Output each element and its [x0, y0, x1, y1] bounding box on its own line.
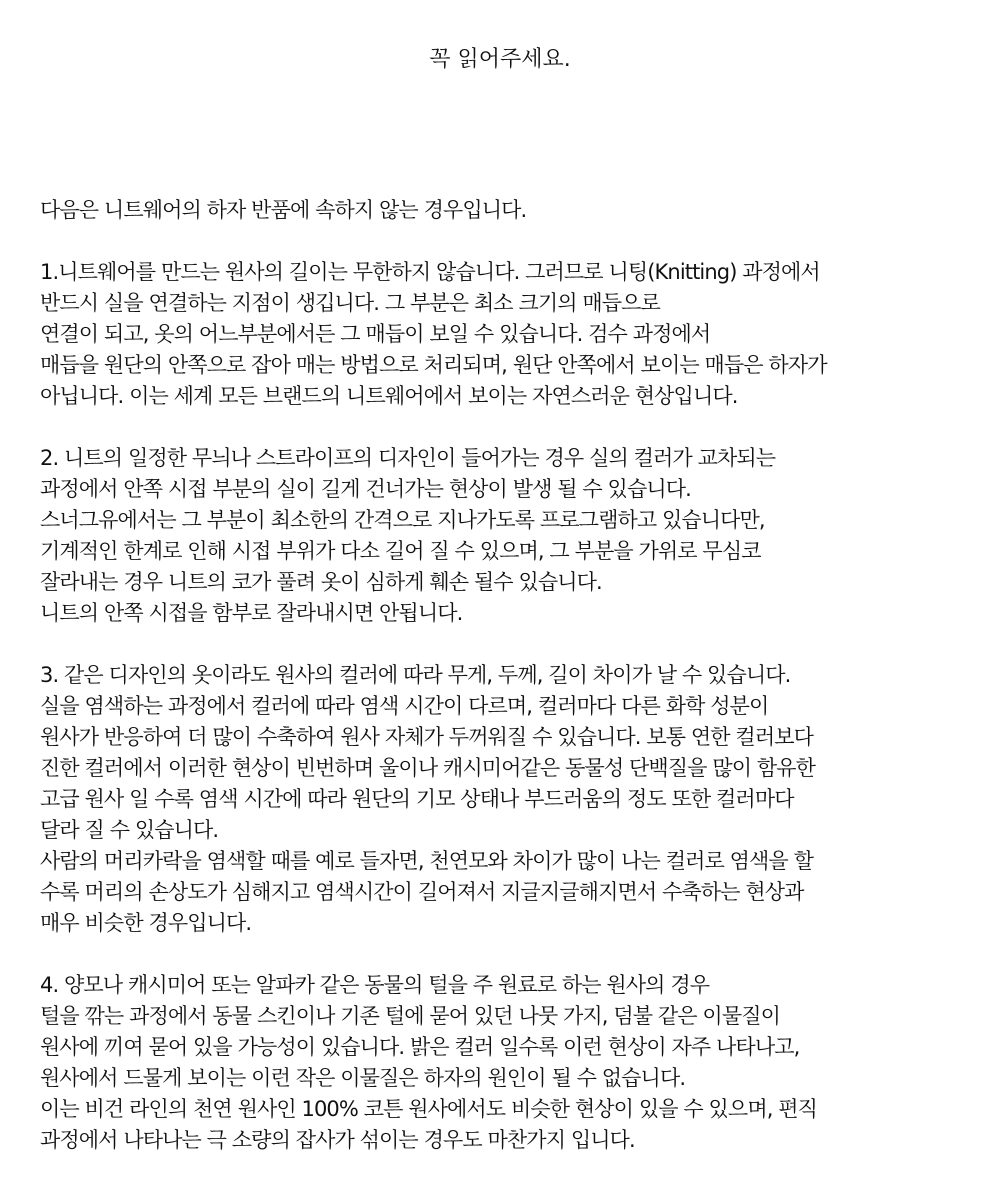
notice-section-2 [40, 443, 980, 629]
notice-body [40, 195, 980, 1156]
notice-section-4 [40, 970, 980, 1156]
paragraph-spacer [40, 226, 980, 257]
notice-line: 4. 양모나 캐시미어 또는 알파카 같은 동물의 털을 주 원료로 하는 원사의 경우 [40, 973, 710, 997]
notice-line: 연결이 되고, 옷의 어느부분에서든 그 매듭이 보일 수 있습니다. 검수 과정에서 [40, 322, 711, 346]
notice-line: 스너그유에서는 그 부분이 최소한의 간격으로 지나가도록 프로그램하고 있습니다만, [40, 508, 765, 532]
notice-line: 원사에서 드물게 보이는 이런 작은 이물질은 하자의 원인이 될 수 없습니다. [40, 1066, 686, 1090]
paragraph-spacer [40, 629, 980, 660]
notice-line: 잘라내는 경우 니트의 코가 풀려 옷이 심하게 훼손 될수 있습니다. [40, 570, 602, 594]
notice-line: 실을 염색하는 과정에서 컬러에 따라 염색 시간이 다르며, 컬러마다 다른 화학 성분이 [40, 694, 769, 718]
notice-line: 털을 깎는 과정에서 동물 스킨이나 기존 털에 묻어 있던 나뭇 가지, 덤불 같은 이물질이 [40, 1004, 780, 1028]
notice-line: 반드시 실을 연결하는 지점이 생깁니다. 그 부분은 최소 크기의 매듭으로 [40, 291, 660, 315]
notice-line: 매우 비슷한 경우입니다. [40, 911, 252, 935]
intro-text: 다음은 니트웨어의 하자 반품에 속하지 않는 경우입니다. [40, 198, 527, 222]
notice-line: 매듭을 원단의 안쪽으로 잡아 매는 방법으로 처리되며, 원단 안쪽에서 보이는 매듭은 하자가 [40, 353, 827, 377]
notice-line: 사람의 머리카락을 염색할 때를 예로 들자면, 천연모와 차이가 많이 나는 컬러로 염색을 할 [40, 849, 813, 873]
notice-line: 원사에 끼여 묻어 있을 가능성이 있습니다. 밝은 컬러 일수록 이런 현상이 자주 나타나고, [40, 1035, 800, 1059]
page-title: 꼭 읽어주세요. [429, 47, 571, 72]
notice-line: 니트의 안쪽 시접을 함부로 잘라내시면 안됩니다. [40, 601, 463, 625]
paragraph-spacer [40, 939, 980, 970]
notice-section-3 [40, 660, 980, 939]
notice-line: 고급 원사 일 수록 염색 시간에 따라 원단의 기모 상태나 부드러움의 정도 또한 컬러마다 [40, 787, 794, 811]
notice-line: 진한 컬러에서 이러한 현상이 빈번하며 울이나 캐시미어같은 동물성 단백질을 많이 함유한 [40, 756, 816, 780]
notice-line: 원사가 반응하여 더 많이 수축하여 원사 자체가 두꺼워질 수 있습니다. 보통 연한 컬러보다 [40, 725, 813, 749]
notice-line: 과정에서 나타나는 극 소량의 잡사가 섞이는 경우도 마찬가지 입니다. [40, 1128, 635, 1152]
notice-section-1 [40, 257, 980, 412]
notice-line: 이는 비건 라인의 천연 원사인 100% 코튼 원사에서도 비슷한 현상이 있을 수 있으며, 편직 [40, 1097, 818, 1121]
notice-line: 1.니트웨어를 만드는 원사의 길이는 무한하지 않습니다. 그러므로 니팅(Knitting) 과정에서 [40, 260, 820, 284]
notice-line: 3. 같은 디자인의 옷이라도 원사의 컬러에 따라 무게, 두께, 길이 차이가 날 수 있습니다. [40, 663, 791, 687]
notice-line: 기계적인 한계로 인해 시접 부위가 다소 길어 질 수 있으며, 그 부분을 가위로 무심코 [40, 539, 761, 563]
notice-line: 2. 니트의 일정한 무늬나 스트라이프의 디자인이 들어가는 경우 실의 컬러가 교차되는 [40, 446, 776, 470]
paragraph-spacer [40, 412, 980, 443]
notice-line: 아닙니다. 이는 세계 모든 브랜드의 니트웨어에서 보이는 자연스러운 현상입니다. [40, 384, 738, 408]
notice-line: 과정에서 안쪽 시접 부분의 실이 길게 건너가는 현상이 발생 될 수 있습니다. [40, 477, 691, 501]
notice-line: 수록 머리의 손상도가 심해지고 염색시간이 길어져서 지글지글해지면서 수축하는 현상과 [40, 880, 804, 904]
notice-line: 달라 질 수 있습니다. [40, 818, 219, 842]
